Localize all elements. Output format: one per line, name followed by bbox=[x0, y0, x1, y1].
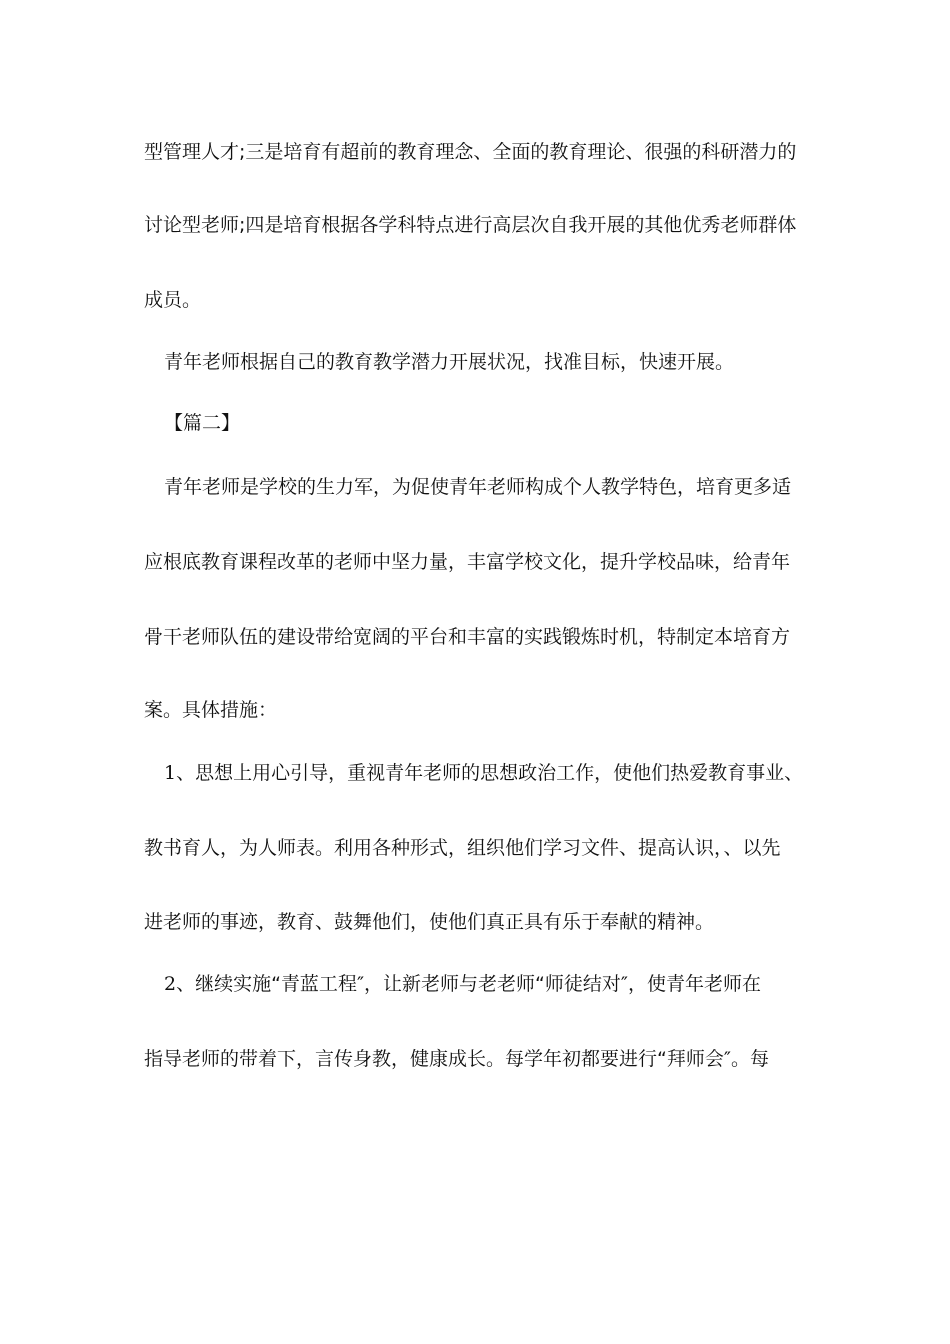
list-item-number: 2 bbox=[164, 973, 177, 995]
paragraph-line-9: 案。具体措施： bbox=[144, 699, 278, 721]
list-item-text: 、继续实施“青蓝工程″，让新老师与老老师“师徒结对″，使青年老师在 bbox=[176, 973, 761, 995]
list-item-number: 1 bbox=[164, 762, 177, 784]
paragraph-line-2: 讨论型老师;四是培育根据各学科特点进行高层次自我开展的其他优秀老师群体 bbox=[144, 214, 797, 236]
paragraph-line-8: 骨干老师队伍的建设带给宽阔的平台和丰富的实践锻炼时机，特制定本培育方 bbox=[144, 626, 791, 648]
list-item-2 bbox=[164, 971, 844, 997]
paragraph-line-12: 进老师的事迹，教育、鼓舞他们，使他们真正具有乐于奉献的精神。 bbox=[144, 911, 715, 933]
section-heading: 【篇二】 bbox=[164, 412, 241, 434]
list-item-1 bbox=[164, 760, 844, 786]
paragraph-line-14: 指导老师的带着下，言传身教，健康成长。每学年初都要进行“拜师会″。每 bbox=[144, 1048, 769, 1070]
list-item-text: 、思想上用心引导，重视青年老师的思想政治工作，使他们热爱教育事业、 bbox=[176, 762, 804, 784]
paragraph-line-3: 成员。 bbox=[144, 289, 202, 311]
paragraph-line-6: 青年老师是学校的生力军，为促使青年老师构成个人教学特色，培育更多适 bbox=[164, 476, 792, 498]
paragraph-line-4: 青年老师根据自己的教育教学潜力开展状况，找准目标，快速开展。 bbox=[164, 351, 735, 373]
paragraph-line-7: 应根底教育课程改革的老师中坚力量，丰富学校文化，提升学校品味，给青年 bbox=[144, 551, 791, 573]
paragraph-line-11: 教书育人，为人师表。利用各种形式，组织他们学习文件、提高认识，、以先 bbox=[144, 837, 781, 859]
paragraph-line-1: 型管理人才;三是培育有超前的教育理念、全面的教育理论、很强的科研潜力的 bbox=[144, 141, 797, 163]
